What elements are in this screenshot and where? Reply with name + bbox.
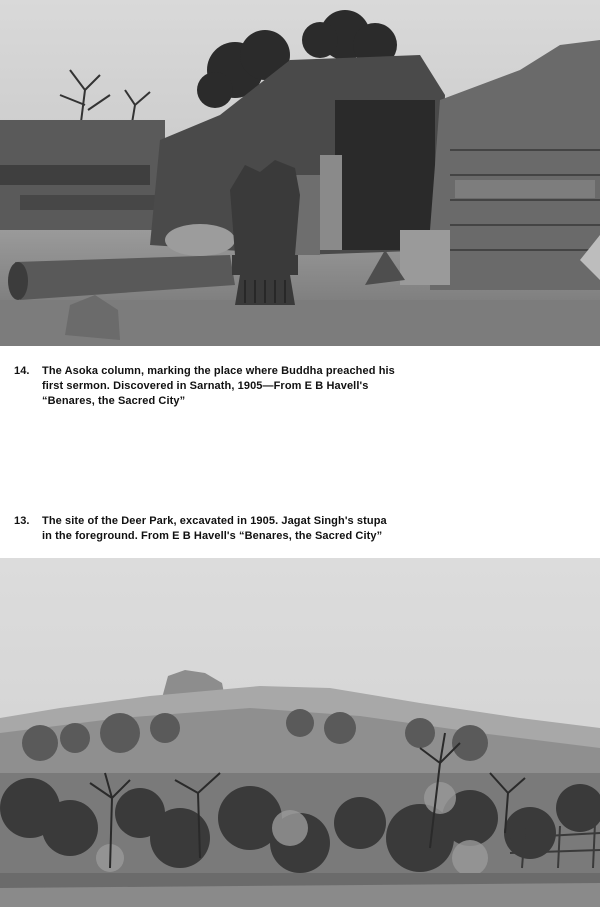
figure-14-caption xyxy=(14,364,454,409)
figure-14-caption-line-1: The Asoka column, marking the place where Buddha preached his xyxy=(42,365,395,377)
figure-13-caption xyxy=(14,514,454,544)
deer-park-painting xyxy=(0,558,600,907)
figure-13-caption-line-1: The site of the Deer Park, excavated in 1905. Jagat Singh's stupa xyxy=(42,515,387,527)
figure-14-caption-line-3: “Benares, the Sacred City” xyxy=(42,395,186,407)
figure-13-caption-line-2: in the foreground. From E B Havell's “Benares, the Sacred City” xyxy=(42,530,383,542)
figure-13-number: 13. xyxy=(14,515,30,527)
asoka-column-photo xyxy=(0,0,600,346)
figure-14-number: 14. xyxy=(14,365,30,377)
figure-14-caption-line-2: first sermon. Discovered in Sarnath, 1905—From E B Havell's xyxy=(42,380,369,392)
